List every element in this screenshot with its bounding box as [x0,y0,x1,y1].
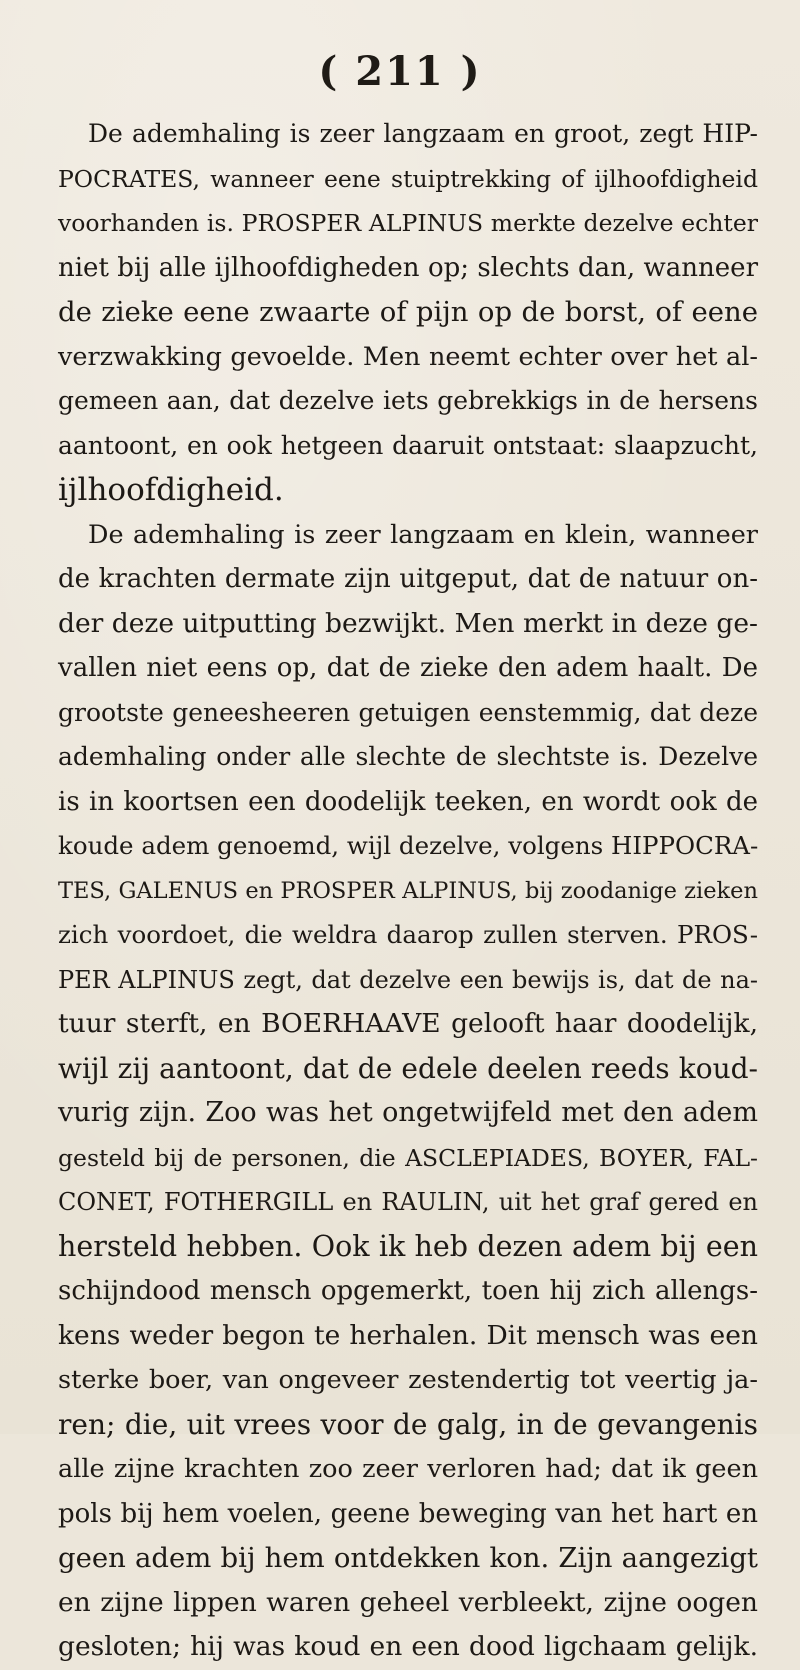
text-line: de zieke eene zwaarte of pijn op de borst, of eene [58,296,758,328]
text-line: tuur sterft, en BOERHAAVE gelooft haar doodelijk, [58,1008,758,1039]
text-line: der deze uitputting bezwijkt. Men merkt in deze ge- [58,607,758,639]
text-line: is in koortsen een doodelijk teeken, en wordt ook de [58,786,758,817]
text-line: vallen niet eens op, dat de zieke den adem haalt. De [58,653,758,683]
text-line: hersteld hebben. Ook ik heb dezen adem bij een [58,1229,758,1263]
text-line: De ademhaling is zeer langzaam en klein, wanneer [88,519,758,550]
page-number: ( 211 ) [318,48,482,95]
text-line: ademhaling onder alle slechte de slechtste is. Dezelve [58,742,758,771]
text-line: schijndood mensch opgemerkt, toen hij zich allengs- [58,1276,758,1306]
text-line: POCRATES, wanneer eene stuiptrekking of ijlhoofdigheid [58,164,758,193]
text-line: gesloten; hij was koud en een dood ligchaam gelijk. [58,1631,758,1662]
text-line: geen adem bij hem ontdekken kon. Zijn aangezigt [58,1542,758,1574]
text-line: gesteld bij de personen, die ASCLEPIADES, BOYER, FAL- [58,1143,758,1172]
body-text [58,112,758,1670]
text-line: verzwakking gevoelde. Men neemt echter over het al- [58,341,758,372]
text-line: niet bij alle ijlhoofdigheden op; slechts dan, wanneer [58,252,758,283]
text-line: en zijne lippen waren geheel verbleekt, zijne oogen [58,1586,758,1618]
text-line: De ademhaling is zeer langzaam en groot, zegt HIP- [88,119,758,148]
text-line: kens weder begon te herhalen. Dit mensch was een [58,1319,758,1351]
text-line: CONET, FOTHERGILL en RAULIN, uit het graf gered en [58,1188,758,1216]
text-line: wijl zij aantoont, dat de edele deelen reeds koud- [58,1051,758,1085]
text-line: koude adem genoemd, wijl dezelve, volgens HIPPOCRA- [58,831,759,860]
text-line: zich voordoet, die weldra daarop zullen sterven. PROS- [58,920,758,949]
text-line: sterke boer, van ongeveer zestendertig tot veertig ja- [58,1365,758,1395]
text-line: pols bij hem voelen, geene beweging van het hart en [58,1498,758,1529]
text-line: de krachten dermate zijn uitgeput, dat de natuur on- [58,564,758,594]
text-line: gemeen aan, dat dezelve iets gebrekkigs in de hersens [58,386,758,415]
text-line: ren; die, uit vrees voor de galg, in de gevangenis [58,1407,758,1441]
text-line: PER ALPINUS zegt, dat dezelve een bewijs is, dat de na- [58,965,758,994]
text-line: grootste geneesheeren getuigen eenstemmig, dat deze [58,697,758,727]
text-line: TES, GALENUS en PROSPER ALPINUS, bij zoodanige zieken [58,877,758,904]
text-line: alle zijne krachten zoo zeer verloren had; dat ik geen [58,1454,758,1484]
text-line: aantoont, en ook hetgeen daaruit ontstaat: slaapzucht, [58,430,758,460]
text-line: ijlhoofdigheid. [58,472,284,508]
text-line: voorhanden is. PROSPER ALPINUS merkte dezelve echter [58,209,758,237]
text-line: vurig zijn. Zoo was het ongetwijfeld met den adem [58,1097,758,1128]
